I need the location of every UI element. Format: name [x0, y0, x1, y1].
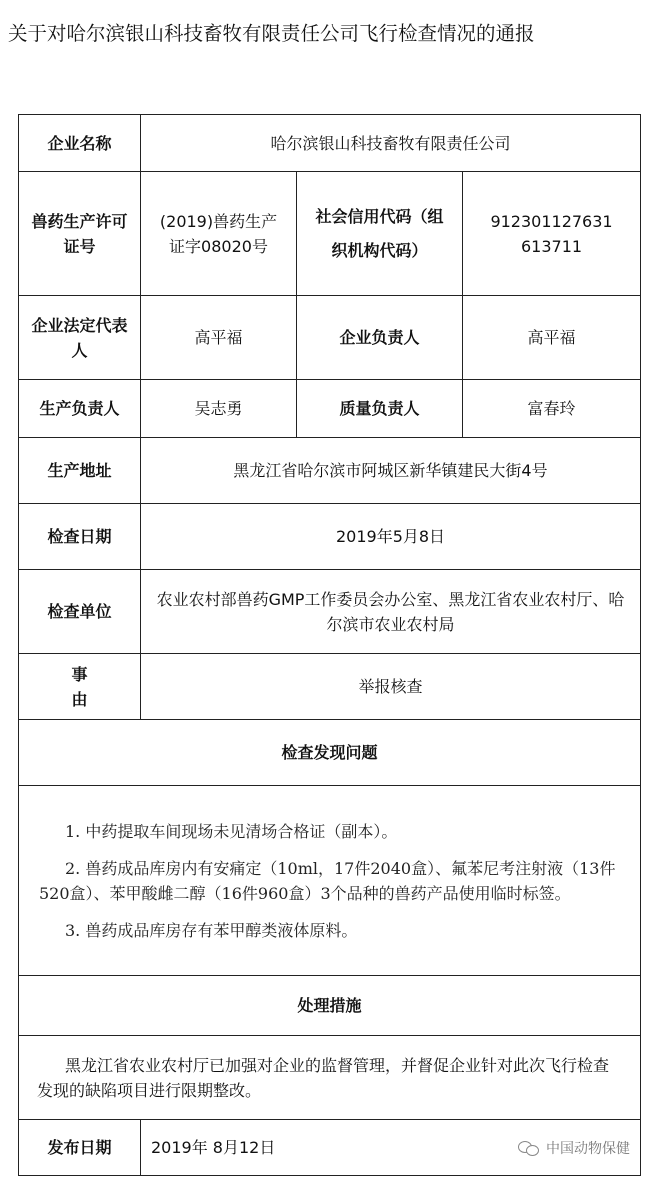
watermark: [514, 1136, 634, 1160]
inspection-unit-label: 检查单位: [19, 570, 141, 654]
publish-date-label: 发布日期: [19, 1120, 141, 1176]
row-legal-rep: [19, 296, 641, 380]
legal-rep-value: 高平福: [141, 296, 297, 380]
finding-item: 1. 中药提取车间现场未见清场合格证（副本）。: [65, 821, 398, 841]
license-label: 兽药生产许可证号: [19, 172, 141, 296]
row-production-head: [19, 380, 641, 438]
address-label: 生产地址: [19, 438, 141, 504]
publish-date-value: 2019年 8月12日: [141, 1120, 641, 1176]
row-inspection-date: [19, 504, 641, 570]
row-address: [19, 438, 641, 504]
license-value: (2019)兽药生产证字08020号: [141, 172, 297, 296]
row-measures-header: [19, 976, 641, 1036]
finding-item: 3. 兽药成品库房存有苯甲醇类液体原料。: [65, 920, 358, 940]
inspection-unit-value: 农业农村部兽药GMP工作委员会办公室、黑龙江省农业农村厅、哈尔滨市农业农村局: [141, 570, 641, 654]
row-findings: [19, 786, 641, 976]
production-head-label: 生产负责人: [19, 380, 141, 438]
reason-value: 举报核查: [141, 654, 641, 720]
findings-header: 检查发现问题: [19, 720, 641, 786]
inspection-date-label: 检查日期: [19, 504, 141, 570]
inspection-date-value: 2019年5月8日: [141, 504, 641, 570]
address-value: 黑龙江省哈尔滨市阿城区新华镇建民大街4号: [141, 438, 641, 504]
finding-item: 2. 兽药成品库房内有安痛定（10ml，17件2040盒）、氟苯尼考注射液（13件520盒）、苯甲酸雌二醇（16件960盒）3个品种的兽药产品使用临时标签。: [39, 858, 616, 903]
credit-label: 社会信用代码（组织机构代码）: [297, 172, 463, 296]
company-value: 哈尔滨银山科技畜牧有限责任公司: [141, 115, 641, 172]
company-label: 企业名称: [19, 115, 141, 172]
row-findings-header: [19, 720, 641, 786]
legal-rep-label: 企业法定代表人: [19, 296, 141, 380]
document-title: 关于对哈尔滨银山科技畜牧有限责任公司飞行检查情况的通报: [8, 22, 535, 45]
info-table: [18, 114, 641, 1176]
row-license: [19, 172, 641, 296]
watermark-text: 中国动物保健: [546, 1141, 630, 1157]
wechat-icon: [518, 1139, 540, 1157]
reason-label: 事由: [19, 654, 141, 720]
credit-value: 912301127631613711: [463, 172, 641, 296]
row-reason: [19, 654, 641, 720]
row-measures: [19, 1036, 641, 1120]
quality-head-label: 质量负责人: [297, 380, 463, 438]
measures-header: 处理措施: [19, 976, 641, 1036]
quality-head-value: 富春玲: [463, 380, 641, 438]
measures-text: 黑龙江省农业农村厅已加强对企业的监督管理，并督促企业针对此次飞行检查发现的缺陷项目进行限期整改。: [19, 1036, 641, 1120]
row-company: [19, 115, 641, 172]
findings-list: [19, 786, 641, 976]
company-head-value: 高平福: [463, 296, 641, 380]
production-head-value: 吴志勇: [141, 380, 297, 438]
row-inspection-unit: [19, 570, 641, 654]
company-head-label: 企业负责人: [297, 296, 463, 380]
